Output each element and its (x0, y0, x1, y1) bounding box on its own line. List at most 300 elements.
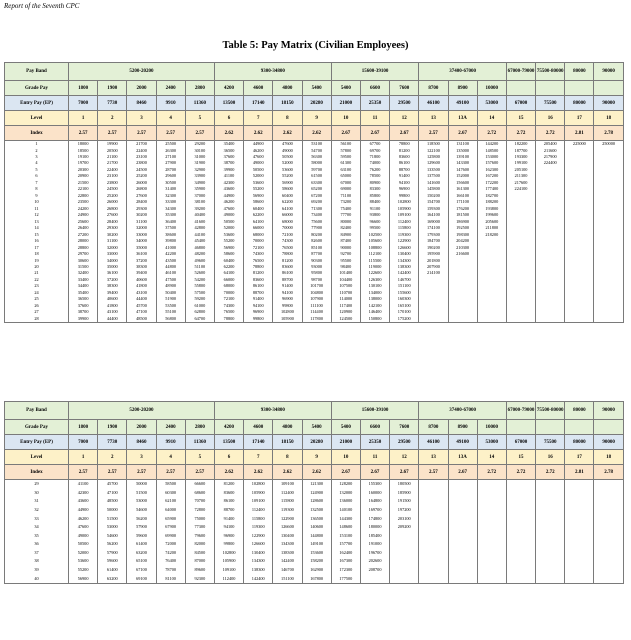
pay-cell (390, 549, 419, 558)
pay-cell: 65000 (331, 173, 360, 179)
pay-cell: 50500 (69, 540, 98, 549)
pay-cell (477, 489, 506, 498)
grade-pay-cell (594, 81, 623, 96)
pay-cell: 162300 (477, 167, 506, 173)
pay-cell: 142400 (390, 270, 419, 276)
pay-cell: 102800 (214, 549, 243, 558)
pay-cell: 105900 (244, 489, 273, 498)
level-cell: 8 (273, 111, 302, 126)
pay-cell: 82000 (185, 540, 214, 549)
pay-cell (506, 480, 535, 489)
pay-cell: 119000 (360, 264, 389, 270)
pay-band-cell: 75500-80000 (536, 63, 565, 81)
pay-cell: 44400 (127, 296, 156, 302)
pay-cell (536, 316, 565, 323)
pay-cell: 148500 (477, 147, 506, 153)
pay-cell: 55100 (156, 309, 185, 315)
grade-pay-cell (506, 420, 535, 435)
level-cell: 15 (506, 111, 535, 126)
pay-cell: 88700 (390, 167, 419, 173)
level-cell: 17 (565, 111, 594, 126)
pay-cell: 104400 (331, 277, 360, 283)
pay-cell: 43100 (127, 290, 156, 296)
pay-cell: 105900 (214, 557, 243, 566)
pay-cell: 137500 (419, 173, 448, 179)
pay-cell (448, 480, 477, 489)
grade-pay-cell: 8900 (448, 420, 477, 435)
pay-cell: 211300 (506, 173, 535, 179)
index-cell: 2.67 (360, 465, 389, 480)
pay-cell: 109100 (214, 566, 243, 575)
grade-pay-cell: 6600 (360, 81, 389, 96)
pay-band-cell: 5200-20200 (69, 402, 215, 420)
pay-cell: 146700 (273, 566, 302, 575)
pay-cell (536, 549, 565, 558)
pay-band-cell: 90000 (594, 402, 623, 420)
row-number-cell: 25 (5, 296, 69, 302)
pay-cell: 49000 (273, 147, 302, 153)
pay-cell: 70000 (214, 290, 243, 296)
pay-cell: 18000 (69, 141, 98, 148)
pay-cell (506, 316, 535, 323)
pay-cell: 59500 (331, 154, 360, 160)
pay-cell: 31400 (156, 186, 185, 192)
row-number-cell: 27 (5, 309, 69, 315)
level-cell: 7 (244, 450, 273, 465)
row-number-cell: 38 (5, 557, 69, 566)
pay-cell: 23100 (98, 173, 127, 179)
pay-cell (477, 497, 506, 506)
pay-cell: 99800 (390, 193, 419, 199)
pay-cell (565, 549, 594, 558)
row-number-cell: 8 (5, 186, 69, 192)
pay-cell: 164800 (360, 497, 389, 506)
entry-pay-cell: 18150 (273, 96, 302, 111)
pay-cell (477, 575, 506, 584)
pay-cell: 62100 (156, 497, 185, 506)
level-cell: 2 (98, 450, 127, 465)
pay-cell: 96900 (273, 296, 302, 302)
pay-cell (565, 540, 594, 549)
level-cell: 16 (536, 450, 565, 465)
pay-cell: 84900 (331, 232, 360, 238)
grade-pay-cell: 2800 (185, 81, 214, 96)
pay-cell: 186900 (448, 219, 477, 225)
pay-band-cell: 37400-67000 (419, 402, 507, 420)
pay-cell: 65100 (127, 557, 156, 566)
pay-cell: 201800 (419, 257, 448, 263)
pay-cell: 22100 (69, 186, 98, 192)
row-number-cell: 13 (5, 219, 69, 225)
index-cell: 2.62 (214, 465, 243, 480)
pay-band-cell: 67000-79000 (506, 63, 535, 81)
entry-pay-cell: 21000 (331, 96, 360, 111)
pay-cell: 25200 (98, 193, 127, 199)
pay-cell: 44900 (214, 193, 243, 199)
entry-pay-cell: 7730 (98, 96, 127, 111)
table-row (5, 480, 624, 489)
pay-cell: 102800 (273, 309, 302, 315)
pay-cell: 27900 (156, 160, 185, 166)
grade-pay-cell: 10000 (477, 81, 506, 96)
pay-cell: 51100 (185, 264, 214, 270)
entry-pay-cell: 13500 (214, 96, 243, 111)
pay-cell: 39900 (214, 167, 243, 173)
pay-cell: 124900 (302, 489, 331, 498)
pay-cell: 41800 (98, 303, 127, 309)
pay-cell: 77700 (331, 212, 360, 218)
pay-cell: 62800 (185, 309, 214, 315)
pay-cell (536, 514, 565, 523)
pay-cell: 150800 (360, 316, 389, 323)
pay-band-row (5, 63, 624, 81)
level-cell: 18 (594, 450, 623, 465)
index-row (5, 465, 624, 480)
pay-cell: 119300 (273, 506, 302, 515)
pay-cell (448, 532, 477, 541)
pay-cell: 51500 (127, 489, 156, 498)
pay-cell: 105900 (390, 206, 419, 212)
pay-cell: 78800 (390, 141, 419, 148)
pay-cell: 193300 (506, 154, 535, 160)
pay-cell: 33000 (98, 251, 127, 257)
pay-cell (565, 557, 594, 566)
pay-cell: 67100 (127, 566, 156, 575)
pay-cell: 174800 (360, 514, 389, 523)
entry-pay-cell: 46100 (419, 96, 448, 111)
pay-cell: 96900 (214, 532, 243, 541)
pay-cell (448, 557, 477, 566)
pay-cell: 162400 (331, 549, 360, 558)
pay-cell: 152000 (448, 173, 477, 179)
row-number-cell: 37 (5, 549, 69, 558)
pay-cell: 23100 (127, 154, 156, 160)
table-row (5, 141, 624, 148)
entry-pay-cell: 53000 (477, 435, 506, 450)
grade-pay-label: Grade Pay (5, 81, 69, 96)
pay-cell: 187700 (506, 147, 535, 153)
pay-cell: 122900 (244, 532, 273, 541)
pay-cell: 70700 (185, 497, 214, 506)
pay-cell: 134000 (360, 290, 389, 296)
row-number-cell: 9 (5, 193, 69, 199)
pay-cell: 50500 (214, 219, 243, 225)
pay-cell: 158200 (302, 557, 331, 566)
pay-cell: 56900 (69, 575, 98, 584)
pay-cell: 48900 (156, 283, 185, 289)
pay-cell: 62200 (244, 212, 273, 218)
pay-cell: 35900 (185, 186, 214, 192)
pay-cell: 130100 (360, 283, 389, 289)
pay-cell: 209200 (390, 523, 419, 532)
pay-cell: 29600 (156, 173, 185, 179)
table-row (5, 489, 624, 498)
grade-pay-cell: 4200 (214, 420, 243, 435)
index-cell: 2.67 (360, 126, 389, 141)
pay-cell (419, 514, 448, 523)
pay-cell: 67200 (302, 193, 331, 199)
level-cell: 6 (214, 450, 243, 465)
row-number-cell: 1 (5, 141, 69, 148)
pay-cell: 144800 (302, 532, 331, 541)
entry-pay-cell: 90000 (594, 96, 623, 111)
entry-pay-cell: 75500 (536, 435, 565, 450)
pay-cell: 62200 (214, 264, 243, 270)
pay-cell: 39200 (185, 206, 214, 212)
pay-cell: 44900 (244, 141, 273, 148)
level-cell: 6 (214, 111, 243, 126)
level-cell: 12 (390, 450, 419, 465)
entry-pay-cell: 80000 (565, 96, 594, 111)
pay-cell: 81100 (156, 575, 185, 584)
grade-pay-label: Grade Pay (5, 420, 69, 435)
pay-cell: 109100 (390, 212, 419, 218)
pay-band-cell: 80000 (565, 402, 594, 420)
level-cell: 14 (477, 111, 506, 126)
pay-band-cell: 5200-20200 (69, 63, 215, 81)
pay-cell: 45400 (185, 238, 214, 244)
pay-cell: 87700 (302, 251, 331, 257)
pay-cell: 130400 (244, 549, 273, 558)
row-number-cell: 10 (5, 199, 69, 205)
pay-cell: 71300 (302, 206, 331, 212)
pay-cell: 83300 (360, 186, 389, 192)
pay-cell: 72100 (244, 245, 273, 251)
grade-pay-cell: 1900 (98, 420, 127, 435)
pay-cell: 161300 (448, 186, 477, 192)
entry-pay-row (5, 435, 624, 450)
pay-cell (506, 540, 535, 549)
pay-cell (477, 506, 506, 515)
pay-cell (390, 557, 419, 566)
pay-cell: 181500 (448, 212, 477, 218)
pay-cell: 24900 (69, 212, 98, 218)
pay-cell: 190200 (419, 245, 448, 251)
row-number-cell: 7 (5, 180, 69, 186)
index-label: Index (5, 126, 69, 141)
entry-pay-cell: 67000 (506, 96, 535, 111)
row-number-cell: 5 (5, 167, 69, 173)
level-cell: 3 (127, 450, 156, 465)
pay-cell: 35300 (156, 212, 185, 218)
index-cell: 2.67 (390, 126, 419, 141)
pay-cell: 182700 (477, 193, 506, 199)
grade-pay-row (5, 81, 624, 96)
pay-cell: 21100 (98, 154, 127, 160)
pay-cell: 128200 (331, 480, 360, 489)
pay-cell: 56200 (127, 514, 156, 523)
pay-cell: 57500 (185, 290, 214, 296)
pay-cell (536, 575, 565, 584)
pay-cell: 120900 (331, 309, 360, 315)
pay-cell: 151100 (390, 283, 419, 289)
pay-cell: 109100 (273, 480, 302, 489)
pay-cell: 53600 (244, 180, 273, 186)
entry-pay-label: Entry Pay (EP) (5, 435, 69, 450)
row-number-cell: 30 (5, 489, 69, 498)
level-cell: 9 (302, 450, 331, 465)
pay-cell: 129600 (419, 160, 448, 166)
index-cell: 2.67 (331, 465, 360, 480)
table-row (5, 532, 624, 541)
row-number-cell: 32 (5, 506, 69, 515)
pay-cell: 138300 (390, 264, 419, 270)
level-cell: 12 (390, 111, 419, 126)
pay-cell: 61400 (98, 566, 127, 575)
pay-band-label: Pay Band (5, 402, 69, 420)
index-cell: 2.67 (331, 126, 360, 141)
pay-cell: 32300 (156, 193, 185, 199)
pay-cell: 77900 (302, 225, 331, 231)
pay-cell: 77300 (185, 523, 214, 532)
level-cell: 5 (185, 450, 214, 465)
pay-cell: 216600 (448, 251, 477, 257)
pay-cell: 71100 (331, 193, 360, 199)
pay-cell: 47500 (156, 277, 185, 283)
pay-cell: 30100 (185, 147, 214, 153)
pay-cell: 140100 (331, 506, 360, 515)
pay-cell: 147600 (448, 167, 477, 173)
pay-cell: 56900 (273, 180, 302, 186)
grade-pay-cell: 5400 (302, 81, 331, 96)
pay-cell: 191500 (390, 497, 419, 506)
table-row (5, 514, 624, 523)
entry-pay-cell: 11360 (185, 435, 214, 450)
pay-cell: 56900 (244, 193, 273, 199)
pay-cell: 102800 (390, 199, 419, 205)
pay-matrix-table-part2 (4, 401, 624, 584)
pay-cell: 153600 (302, 549, 331, 558)
level-cell: 7 (244, 111, 273, 126)
pay-cell: 162900 (302, 566, 331, 575)
pay-cell: 180000 (360, 523, 389, 532)
pay-cell: 76200 (360, 167, 389, 173)
pay-cell: 64100 (214, 270, 243, 276)
grade-pay-cell: 2000 (127, 420, 156, 435)
pay-cell: 83600 (214, 489, 243, 498)
pay-cell: 90300 (302, 257, 331, 263)
pay-cell: 35400 (214, 141, 243, 148)
pay-cell: 197200 (390, 506, 419, 515)
index-cell: 2.57 (127, 465, 156, 480)
pay-cell: 91400 (390, 173, 419, 179)
pay-cell: 80900 (360, 180, 389, 186)
pay-cell: 19700 (69, 160, 98, 166)
pay-cell: 41600 (185, 219, 214, 225)
pay-cell: 170100 (390, 309, 419, 315)
level-cell: 2 (98, 111, 127, 126)
pay-cell: 63200 (98, 575, 127, 584)
pay-cell: 43600 (69, 497, 98, 506)
pay-cell: 32000 (127, 225, 156, 231)
pay-cell: 41100 (214, 173, 243, 179)
pay-cell: 22800 (69, 193, 98, 199)
pay-cell: 72000 (156, 540, 185, 549)
grade-pay-cell: 2800 (185, 420, 214, 435)
pay-cell: 126600 (390, 245, 419, 251)
pay-cell: 50000 (98, 506, 127, 515)
index-label: Index (5, 465, 69, 480)
pay-cell: 98400 (331, 264, 360, 270)
pay-band-cell: 67000-79000 (506, 402, 535, 420)
pay-cell: 27600 (127, 193, 156, 199)
pay-cell: 217600 (506, 180, 535, 186)
pay-cell: 117800 (302, 316, 331, 323)
pay-cell: 33900 (185, 173, 214, 179)
pay-cell: 74300 (244, 251, 273, 257)
pay-cell: 157600 (477, 160, 506, 166)
grade-pay-cell: 8700 (419, 420, 448, 435)
table-row (5, 316, 624, 323)
level-cell: 1 (69, 450, 98, 465)
table-row (5, 549, 624, 558)
pay-cell: 38700 (214, 160, 243, 166)
pay-cell (419, 497, 448, 506)
pay-cell: 211600 (536, 147, 565, 153)
pay-cell: 24500 (98, 186, 127, 192)
pay-cell (419, 316, 448, 323)
pay-cell: 154700 (419, 199, 448, 205)
row-number-cell: 22 (5, 277, 69, 283)
level-cell: 14 (477, 450, 506, 465)
pay-cell: 250000 (594, 141, 623, 148)
index-cell: 2.62 (273, 126, 302, 141)
grade-pay-cell: 7600 (390, 420, 419, 435)
pay-cell (448, 575, 477, 584)
pay-cell (477, 523, 506, 532)
pay-cell (419, 489, 448, 498)
pay-cell (360, 575, 389, 584)
table-row (5, 557, 624, 566)
pay-cell (448, 549, 477, 558)
pay-cell (594, 557, 623, 566)
pay-cell: 33000 (127, 232, 156, 238)
pay-cell: 60300 (156, 489, 185, 498)
entry-pay-row (5, 96, 624, 111)
pay-cell: 164100 (419, 212, 448, 218)
row-number-cell: 24 (5, 290, 69, 296)
row-number-cell: 4 (5, 160, 69, 166)
pay-cell: 218200 (477, 232, 506, 238)
pay-cell: 144200 (477, 141, 506, 148)
pay-cell: 76500 (244, 257, 273, 263)
pay-cell (565, 566, 594, 575)
pay-cell (448, 566, 477, 575)
pay-cell: 76500 (214, 309, 243, 315)
grade-pay-cell: 4600 (244, 81, 273, 96)
pay-cell: 81200 (273, 257, 302, 263)
index-cell: 2.62 (302, 465, 331, 480)
grade-pay-cell (565, 81, 594, 96)
pay-cell: 107900 (302, 296, 331, 302)
pay-cell: 101700 (302, 283, 331, 289)
pay-cell: 96600 (360, 219, 389, 225)
pay-cell (506, 549, 535, 558)
pay-cell: 142400 (273, 557, 302, 566)
pay-cell: 108800 (360, 245, 389, 251)
pay-cell: 36500 (214, 147, 243, 153)
pay-cell: 59600 (127, 532, 156, 541)
pay-cell: 25600 (69, 219, 98, 225)
pay-cell: 46200 (69, 514, 98, 523)
pay-cell: 38300 (127, 264, 156, 270)
pay-cell: 69000 (331, 186, 360, 192)
pay-cell: 89600 (185, 566, 214, 575)
pay-cell: 78700 (156, 566, 185, 575)
entry-pay-cell: 49100 (448, 435, 477, 450)
index-cell: 2.72 (536, 465, 565, 480)
pay-cell: 107500 (331, 283, 360, 289)
